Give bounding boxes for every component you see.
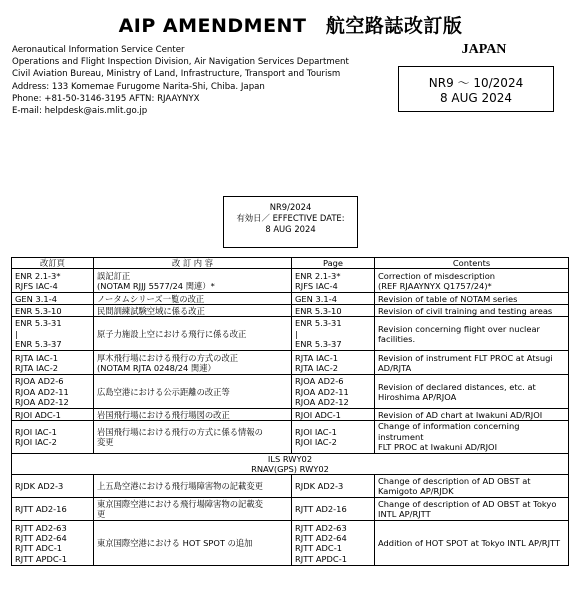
- cell-page-ja: RJTT AD2-16: [12, 498, 94, 521]
- table-row: [12, 351, 569, 375]
- cell-page-en: RJTT AD2-63 RJTT AD2-64 RJTT ADC-1 RJTT APDC-1: [292, 521, 375, 566]
- cell-page-en: ENR 5.3-31 | ENR 5.3-37: [292, 317, 375, 351]
- separator-cell: [12, 453, 569, 475]
- cell-content-ja: 厚木飛行場における飛行の方式の改正 (NOTAM RJTA 0248/24 関連）: [94, 351, 292, 375]
- effective-date-box: [223, 196, 358, 248]
- cell-page-en: ENR 5.3-10: [292, 305, 375, 317]
- nr-date: 8 AUG 2024: [439, 91, 513, 105]
- cell-content-en: Revision of instrument FLT PROC at Atsugi AD/RJTA: [375, 351, 569, 375]
- header-page-en: Page: [292, 258, 375, 269]
- effective-nr: NR9/2024: [269, 202, 312, 212]
- cell-content-ja: 上五島空港における飛行場障害物の記載変更: [94, 475, 292, 498]
- cell-page-en: RJOA AD2-6 RJOA AD2-11 RJOA AD2-12: [292, 375, 375, 409]
- effective-label: 有効日／ EFFECTIVE DATE:: [236, 213, 345, 223]
- cell-page-ja: RJTT AD2-63 RJTT AD2-64 RJTT ADC-1 RJTT APDC-1: [12, 521, 94, 566]
- address-line: Phone: +81-50-3146-3195 AFTN: RJAAYNYX: [12, 93, 200, 104]
- cell-page-en: GEN 3.1-4: [292, 293, 375, 305]
- cell-content-ja: 誤記訂正 (NOTAM RJJJ 5577/24 関連）*: [94, 269, 292, 293]
- table-row: [12, 421, 569, 453]
- table-row: [12, 521, 569, 566]
- table-row: [12, 375, 569, 409]
- cell-content-ja: 原子力施設上空における飛行に係る改正: [94, 317, 292, 351]
- address-block: [12, 44, 349, 117]
- cell-content-ja: ノータムシリーズ一覧の改正: [94, 293, 292, 305]
- cell-content-en: Revision of AD chart at Iwakuni AD/RJOI: [375, 409, 569, 421]
- address-line: E-mail: helpdesk@ais.mlit.go.jp: [12, 106, 148, 117]
- cell-content-ja: 岩国飛行場における飛行場図の改正: [94, 409, 292, 421]
- cell-content-ja: 東京国際空港における飛行場障害物の記載変 更: [94, 498, 292, 521]
- cell-content-ja: 広島空港における公示距離の改正等: [94, 375, 292, 409]
- cell-page-en: RJDK AD2-3: [292, 475, 375, 498]
- country-label: JAPAN: [461, 42, 507, 57]
- address-line: Operations and Flight Inspection Division, Air Navigation Services Department: [12, 57, 349, 68]
- address-line: Address: 133 Komemae Furugome Narita-Shi, Chiba. Japan: [12, 81, 265, 92]
- table-row: [12, 498, 569, 521]
- cell-page-ja: GEN 3.1-4: [12, 293, 94, 305]
- cell-page-ja: ENR 5.3-31 | ENR 5.3-37: [12, 317, 94, 351]
- header-content-ja: 改 訂 内 容: [94, 258, 292, 269]
- cell-content-ja: 東京国際空港における HOT SPOT の追加: [94, 521, 292, 566]
- cell-content-en: Revision of table of NOTAM series: [375, 293, 569, 305]
- address-line: Civil Aviation Bureau, Ministry of Land, Infrastructure, Transport and Tourism: [12, 69, 341, 80]
- cell-content-en: Change of description of AD OBST at Kamigoto AP/RJDK: [375, 475, 569, 498]
- cell-content-en: Change of information concerning instrument FLT PROC at Iwakuni AD/RJOI: [375, 421, 569, 453]
- cell-page-en: ENR 2.1-3* RJFS IAC-4: [292, 269, 375, 293]
- page-title: AIP AMENDMENT 航空路誌改訂版: [118, 15, 463, 37]
- address-line: Aeronautical Information Service Center: [12, 45, 185, 55]
- cell-content-ja: 岩国飛行場における飛行の方式に係る情報の 変更: [94, 421, 292, 453]
- cell-page-ja: RJTA IAC-1 RJTA IAC-2: [12, 351, 94, 375]
- table-row: [12, 409, 569, 421]
- cell-content-en: Correction of misdescription (REF RJAAYNYX Q1757/24)*: [375, 269, 569, 293]
- cell-page-ja: RJOA AD2-6 RJOA AD2-11 RJOA AD2-12: [12, 375, 94, 409]
- cell-content-en: Revision of civil training and testing areas: [375, 305, 569, 317]
- cell-content-ja: 民間訓練試験空域に係る改正: [94, 305, 292, 317]
- cell-content-en: Revision concerning flight over nuclear facilities.: [375, 317, 569, 351]
- table-row: [12, 475, 569, 498]
- cell-content-en: Addition of HOT SPOT at Tokyo INTL AP/RJTT: [375, 521, 569, 566]
- table-row: [12, 293, 569, 305]
- cell-page-ja: ENR 2.1-3* RJFS IAC-4: [12, 269, 94, 293]
- cell-page-en: RJTA IAC-1 RJTA IAC-2: [292, 351, 375, 375]
- header-page-ja: 改訂頁: [12, 258, 94, 269]
- nr-number: NR9 ～ 10/2024: [428, 76, 524, 90]
- nr-box: [398, 66, 554, 112]
- separator-line: ILS RWY02: [267, 453, 313, 464]
- separator-row: [12, 453, 569, 475]
- separator-line: RNAV(GPS) RWY02: [251, 464, 329, 475]
- cell-page-en: RJOI ADC-1: [292, 409, 375, 421]
- header-content-en: Contents: [375, 258, 569, 269]
- cell-page-ja: ENR 5.3-10: [12, 305, 94, 317]
- effective-date: 8 AUG 2024: [265, 224, 316, 234]
- cell-page-ja: RJOI ADC-1: [12, 409, 94, 421]
- table-row: [12, 317, 569, 351]
- table-header-row: [12, 258, 569, 269]
- amendment-table: [11, 257, 569, 566]
- cell-content-en: Revision of declared distances, etc. at Hiroshima AP/RJOA: [375, 375, 569, 409]
- cell-page-en: RJTT AD2-16: [292, 498, 375, 521]
- cell-content-en: Change of description of AD OBST at Tokyo INTL AP/RJTT: [375, 498, 569, 521]
- cell-page-en: RJOI IAC-1 RJOI IAC-2: [292, 421, 375, 453]
- table-row: [12, 269, 569, 293]
- cell-page-ja: RJOI IAC-1 RJOI IAC-2: [12, 421, 94, 453]
- table-row: [12, 305, 569, 317]
- cell-page-ja: RJDK AD2-3: [12, 475, 94, 498]
